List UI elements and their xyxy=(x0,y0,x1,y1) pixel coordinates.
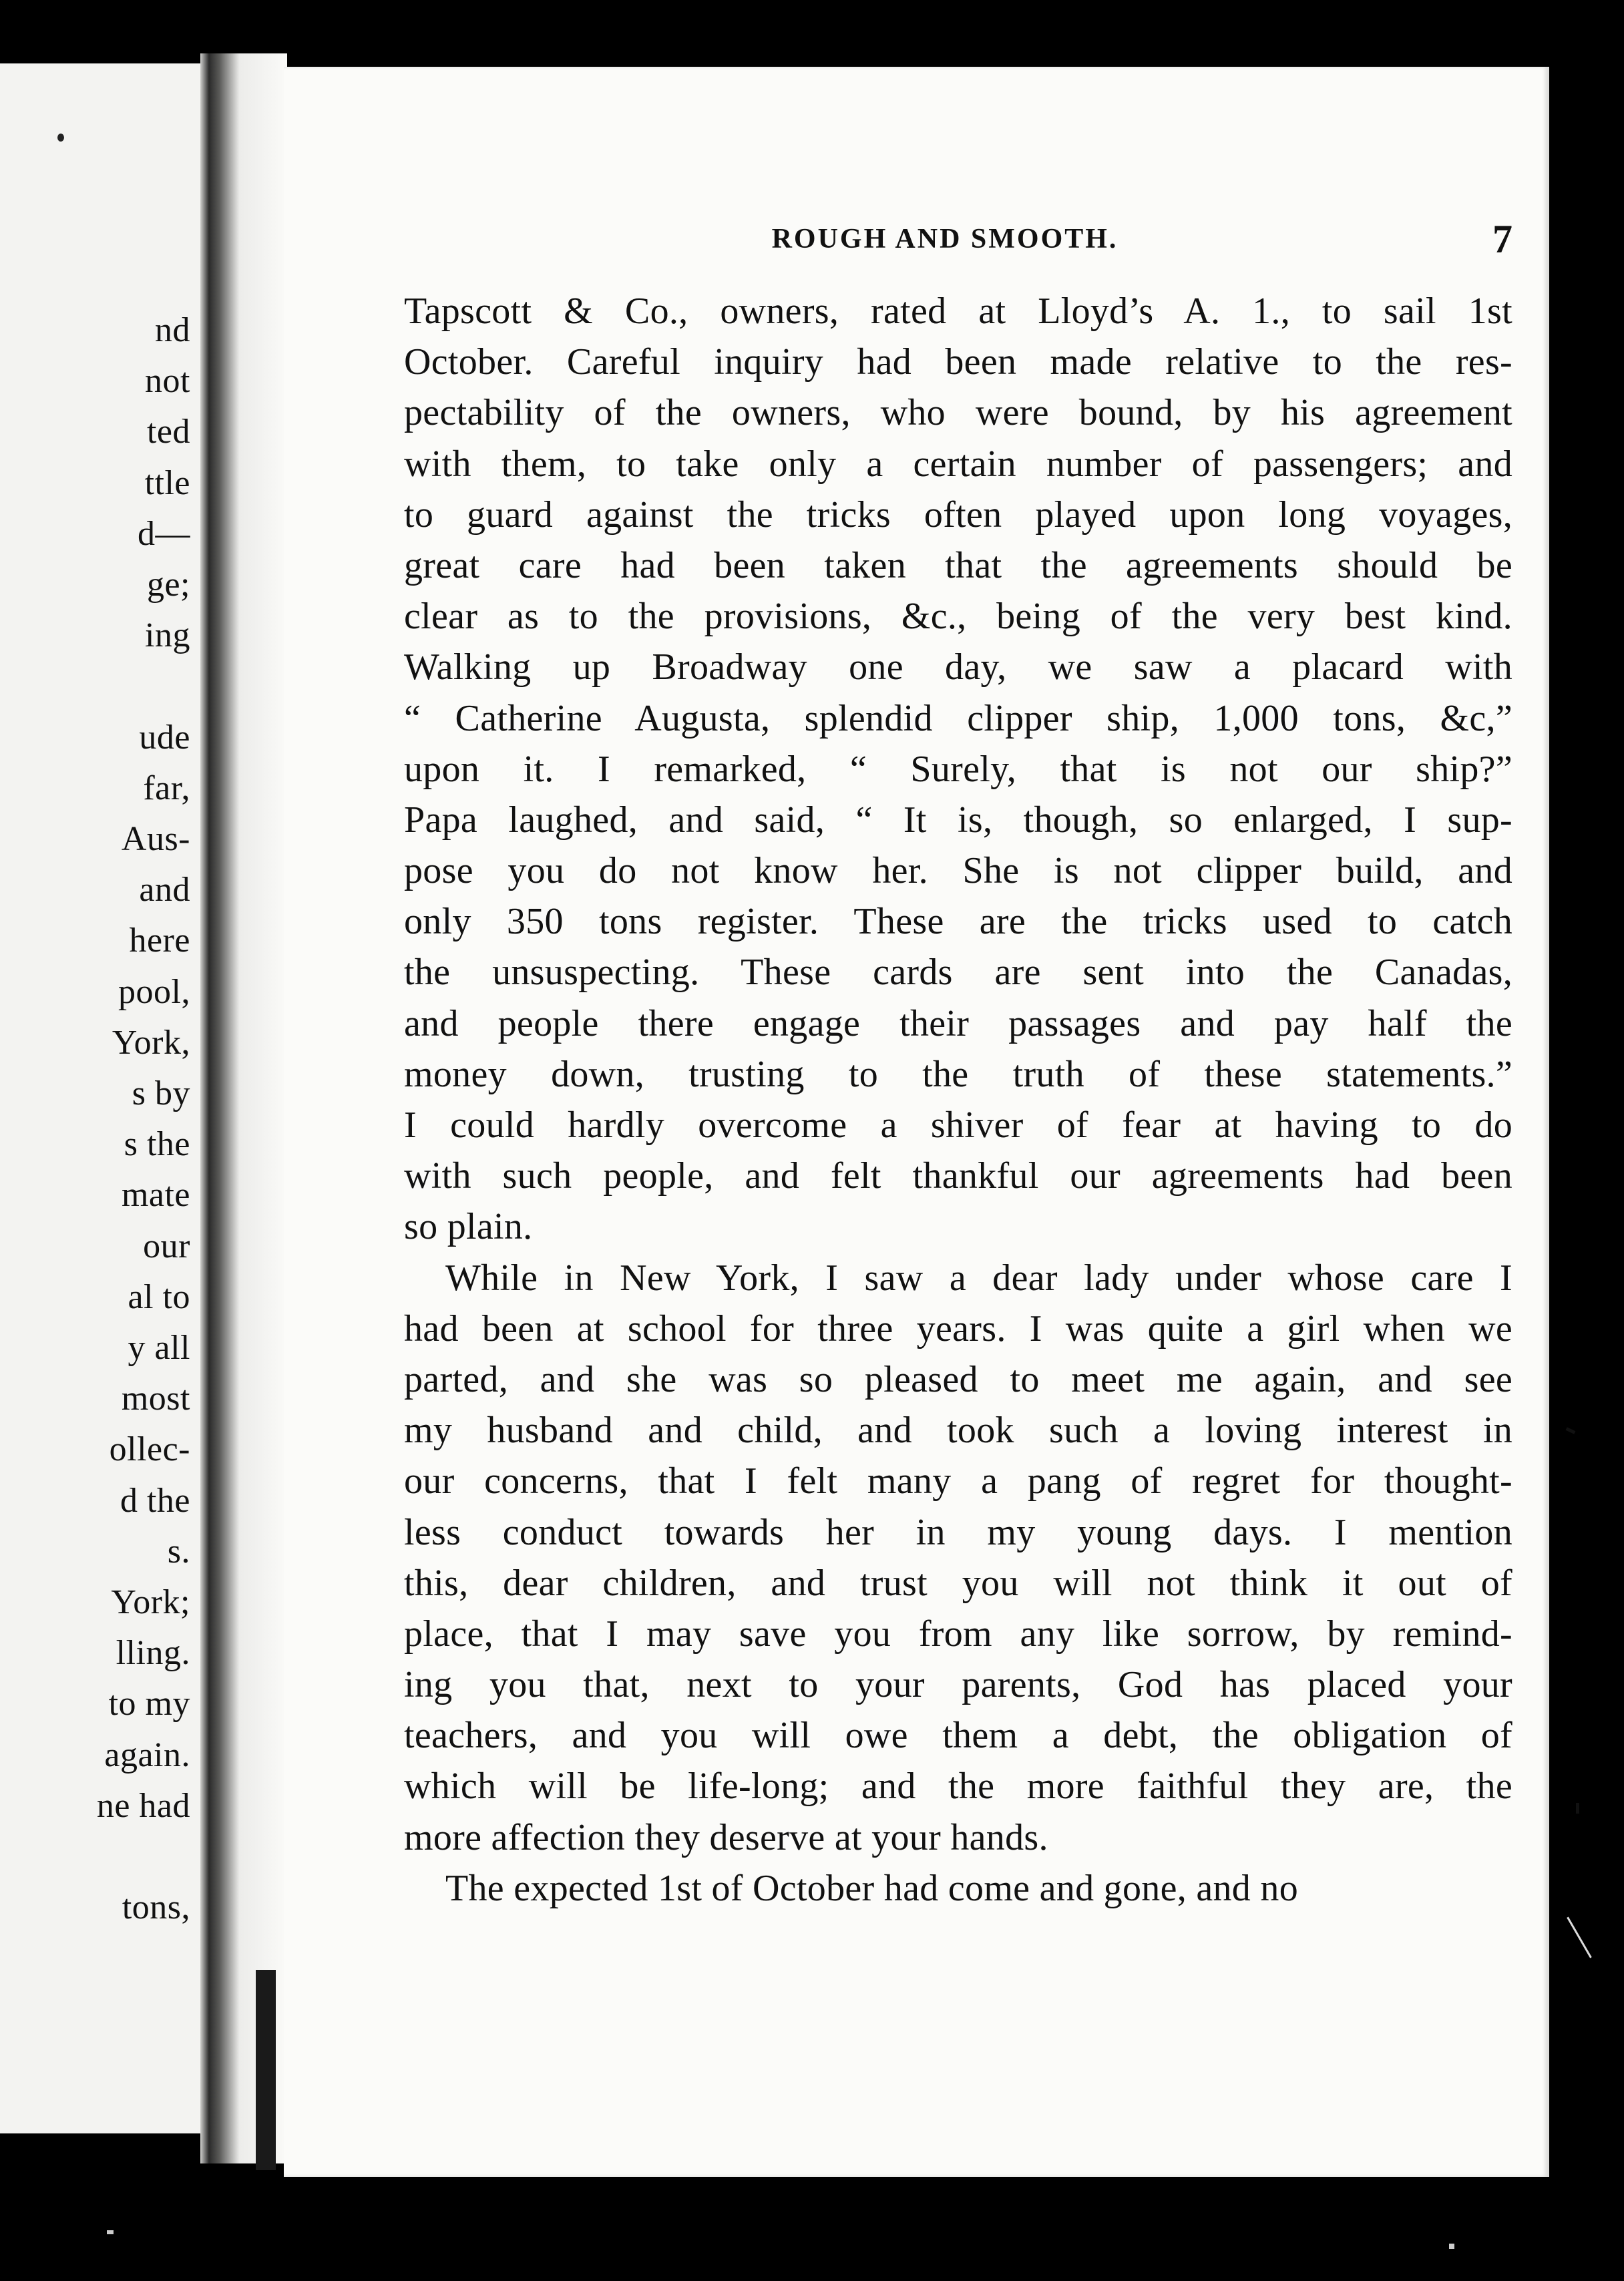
scan-speck xyxy=(1576,1803,1579,1814)
text-line: I could hardly overcome a shiver of fear at having to do xyxy=(404,1104,1512,1146)
left-page-line: ude xyxy=(139,718,190,757)
right-page xyxy=(284,67,1549,2177)
text-line: The expected 1st of October had come and gone, and no xyxy=(445,1867,1298,1909)
text-line: Papa laughed, and said, “ It is, though, so enlarged, I sup- xyxy=(404,799,1512,841)
text-line: pose you do not know her. She is not clipper build, and xyxy=(404,850,1512,892)
text-line: less conduct towards her in my young days. I mention xyxy=(404,1511,1512,1553)
text-line: While in New York, I saw a dear lady under whose care I xyxy=(445,1257,1512,1299)
text-line: upon it. I remarked, “ Surely, that is not our ship?” xyxy=(404,748,1512,790)
text-line: teachers, and you will owe them a debt, the obligation of xyxy=(404,1715,1512,1757)
text-line: parted, and she was so pleased to meet me again, and see xyxy=(404,1358,1512,1400)
scan-speck xyxy=(107,2230,114,2234)
page-number: 7 xyxy=(1492,217,1512,261)
left-page-line: ge; xyxy=(146,566,190,604)
text-line: with such people, and felt thankful our agreements had been xyxy=(404,1155,1512,1197)
left-page-line: Aus- xyxy=(121,820,190,858)
left-page-line: our xyxy=(143,1227,190,1265)
left-facing-page xyxy=(0,63,200,2133)
text-line: our concerns, that I felt many a pang of regret for thought- xyxy=(404,1460,1512,1502)
text-line: Walking up Broadway one day, we saw a placard with xyxy=(404,646,1512,688)
left-page-text xyxy=(0,63,200,2133)
text-line: great care had been taken that the agreements should be xyxy=(404,544,1512,586)
left-page-line: mate xyxy=(121,1176,190,1215)
left-page-line: to my xyxy=(108,1685,190,1723)
left-page-line: lling. xyxy=(116,1634,190,1673)
text-line: the unsuspecting. These cards are sent into the Canadas, xyxy=(404,952,1512,994)
text-line: pectability of the owners, who were bound, by his agreement xyxy=(404,392,1512,434)
text-line: to guard against the tricks often played upon long voyages, xyxy=(404,493,1512,536)
scan-speck xyxy=(1566,1427,1576,1434)
left-page-line: s the xyxy=(124,1125,190,1164)
gutter-shadow xyxy=(256,1970,276,2170)
running-title: ROUGH AND SMOOTH. xyxy=(771,224,1119,254)
left-page-line: ted xyxy=(146,413,190,451)
left-page-line: pool, xyxy=(118,972,190,1011)
left-page-line: York, xyxy=(112,1023,190,1062)
text-line: so plain. xyxy=(404,1206,533,1248)
text-line: more affection they deserve at your hands. xyxy=(404,1816,1048,1858)
left-page-line: y all xyxy=(128,1329,190,1367)
left-page-line: York; xyxy=(111,1583,190,1621)
text-line: only 350 tons register. These are the tricks used to catch xyxy=(404,901,1512,943)
text-line: had been at school for three years. I was quite a girl when we xyxy=(404,1307,1512,1350)
text-line: which will be life-long; and the more faithful they are, the xyxy=(404,1766,1512,1808)
text-line: ing you that, next to your parents, God has placed your xyxy=(404,1664,1512,1706)
text-line: money down, trusting to the truth of these statements.” xyxy=(404,1053,1512,1095)
left-page-line: al to xyxy=(128,1277,190,1316)
left-page-line: s by xyxy=(132,1074,190,1112)
scan-speck xyxy=(1567,1916,1592,1958)
left-page-line: d— xyxy=(138,514,190,553)
book-gutter xyxy=(200,53,287,2163)
left-page-line: nd xyxy=(155,311,190,349)
left-page-line: here xyxy=(129,921,190,960)
text-line: clear as to the provisions, &c., being of the very best kind. xyxy=(404,596,1512,638)
left-page-line: ing xyxy=(145,616,190,655)
scan-speck xyxy=(1449,2244,1454,2249)
left-page-line: far, xyxy=(143,769,190,807)
left-page-line: ttle xyxy=(144,463,190,502)
left-page-line: not xyxy=(145,362,190,401)
running-head xyxy=(377,212,1512,266)
text-line: my husband and child, and took such a loving interest in xyxy=(404,1410,1512,1452)
text-line: with them, to take only a certain number of passengers; and xyxy=(404,443,1512,485)
text-line: this, dear children, and trust you will not think it out of xyxy=(404,1562,1512,1604)
left-page-line: ollec- xyxy=(109,1430,190,1469)
text-line: “ Catherine Augusta, splendid clipper ship, 1,000 tons, &c,” xyxy=(404,697,1512,739)
left-page-line: ne had xyxy=(96,1786,190,1825)
text-line: and people there engage their passages and pay half the xyxy=(404,1002,1512,1044)
left-page-line: and xyxy=(139,871,190,909)
left-page-line: most xyxy=(121,1380,190,1418)
left-page-line: again. xyxy=(104,1735,190,1774)
body-text xyxy=(404,286,1512,1914)
left-page-line: s. xyxy=(167,1532,190,1571)
text-line: October. Careful inquiry had been made relative to the res- xyxy=(404,341,1512,383)
text-line: Tapscott & Co., owners, rated at Lloyd’s A. 1., to sail 1st xyxy=(404,290,1512,332)
left-page-line: d the xyxy=(120,1481,190,1520)
left-page-line: tons, xyxy=(122,1888,190,1927)
text-line: place, that I may save you from any like sorrow, by remind- xyxy=(404,1613,1512,1655)
